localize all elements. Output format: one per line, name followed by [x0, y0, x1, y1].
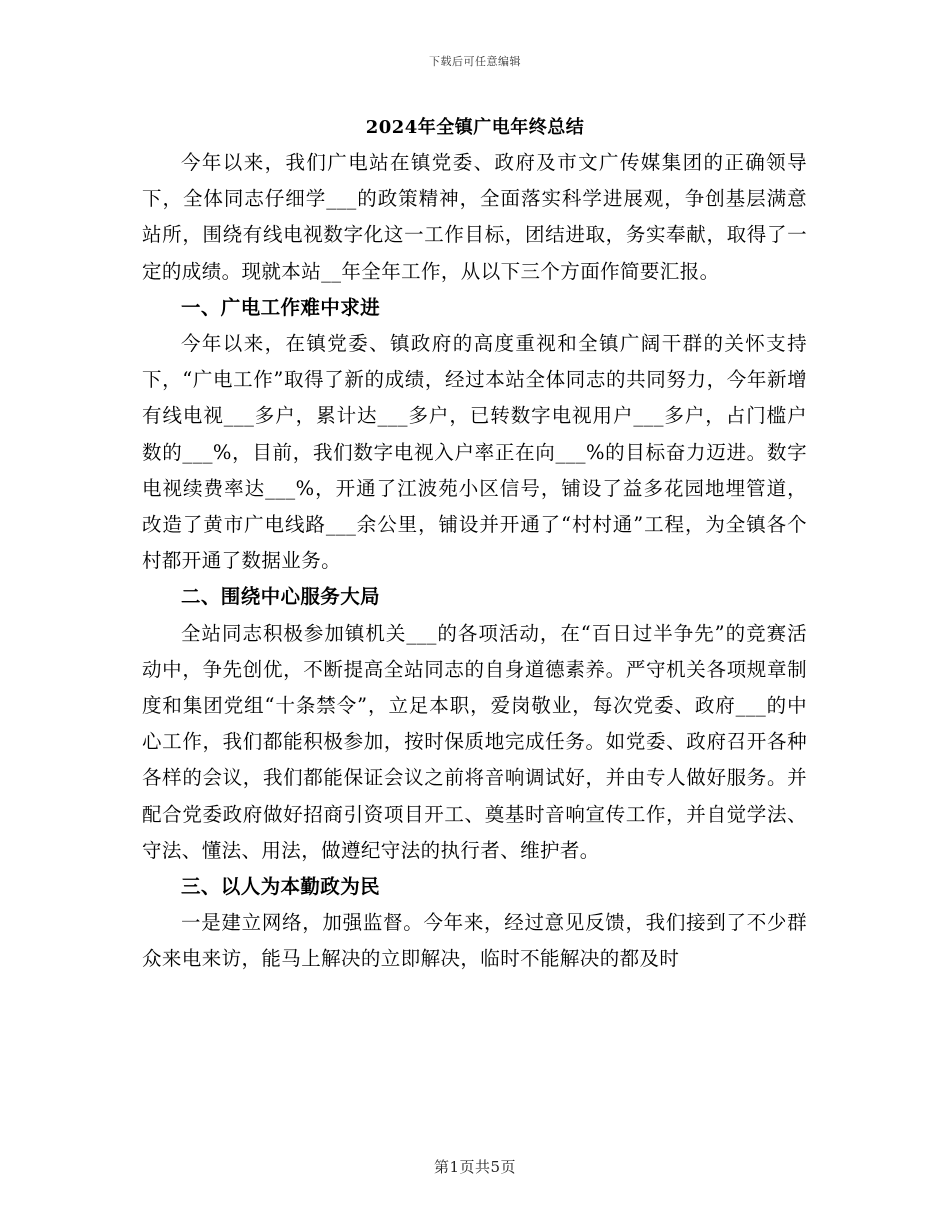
section-2-heading: 二、围绕中心服务大局: [181, 585, 381, 609]
page-number-footer: 第1页共5页: [433, 1158, 517, 1176]
intro-paragraph: 今年以来，我们广电站在镇党委、政府及市文广传媒集团的正确领导下，全体同志仔细学___的政策精神，全面落实科学进展观，争创基层满意站所，围绕有线电视数字化这一工作目标，团结进取，务实奉献，取得了一定的成绩。现就本站__年全年工作，从以下三个方面作简要汇报。: [142, 151, 807, 283]
document-body: [142, 145, 807, 978]
section-2-paragraph: 全站同志积极参加镇机关___的各项活动，在“百日过半争先”的竞赛活动中，争先创优，不断提高全站同志的自身道德素养。严守机关各项规章制度和集团党组“十条禁令”，立足本职，爱岗敬业，每次党委、政府___的中心工作，我们都能积极参加，按时保质地完成任务。如党委、政府召开各种各样的会议，我们都能保证会议之前将音响调试好，并由专人做好服务。并配合党委政府做好招商引资项目开工、奠基时音响宣传工作，并自觉学法、守法、懂法、用法，做遵纪守法的执行者、维护者。: [142, 621, 807, 862]
section-3-heading: 三、以人为本勤政为民: [181, 875, 381, 899]
section-1-paragraph: 今年以来，在镇党委、镇政府的高度重视和全镇广阔干群的关怀支持下，“广电工作”取得了新的成绩，经过本站全体同志的共同努力，今年新增有线电视___多户，累计达___多户，已转数字电视用户___多户，占门槛户数的___%，目前，我们数字电视入户率正在向___%的目标奋力迈进。数字电视续费率达___%，开通了江波苑小区信号，铺设了益多花园地埋管道，改造了黄市广电线路___余公里，铺设并开通了“村村通”工程，为全镇各个村都开通了数据业务。: [142, 332, 807, 573]
section-1-heading: 一、广电工作难中求进: [181, 295, 381, 319]
page-header-note: 下载后可任意编辑: [429, 55, 521, 68]
document-title: 2024年全镇广电年终总结: [365, 117, 585, 138]
section-3-paragraph: 一是建立网络，加强监督。今年来，经过意见反馈，我们接到了不少群众来电来访，能马上解决的立即解决，临时不能解决的都及时: [142, 911, 807, 971]
